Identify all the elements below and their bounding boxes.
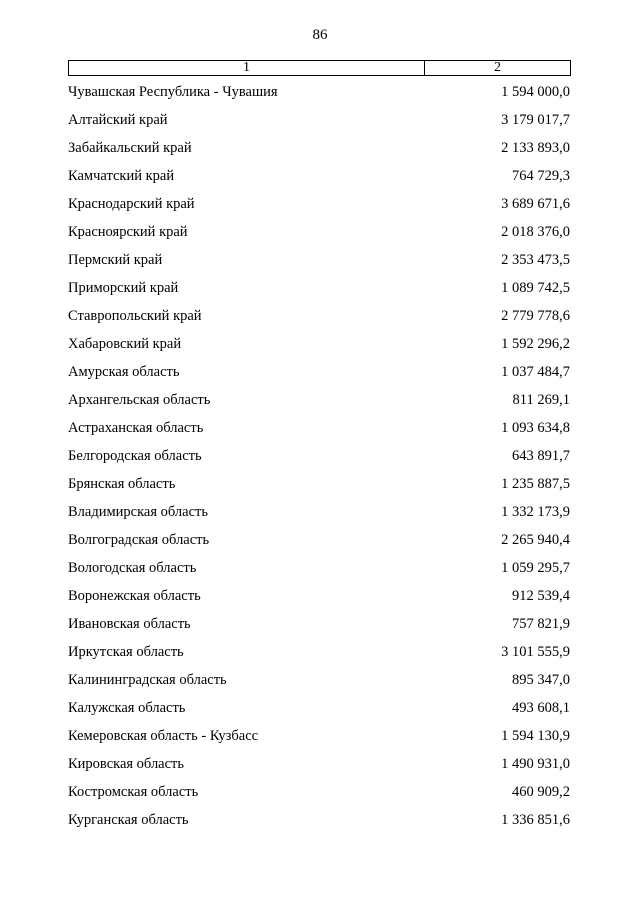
table-row xyxy=(0,223,640,251)
table-row xyxy=(0,783,640,811)
region-name: Ивановская область xyxy=(68,616,191,632)
amount-value: 1 336 851,6 xyxy=(501,812,570,828)
amount-value: 1 332 173,9 xyxy=(501,504,570,520)
region-name: Воронежская область xyxy=(68,588,201,604)
region-name: Калининградская область xyxy=(68,672,227,688)
amount-value: 3 101 555,9 xyxy=(501,644,570,660)
amount-value: 895 347,0 xyxy=(512,672,570,688)
table-row xyxy=(0,195,640,223)
table-row xyxy=(0,447,640,475)
amount-value: 2 779 778,6 xyxy=(501,308,570,324)
amount-value: 1 594 000,0 xyxy=(501,84,570,100)
amount-value: 912 539,4 xyxy=(512,588,570,604)
region-name: Астраханская область xyxy=(68,420,204,436)
table-row xyxy=(0,755,640,783)
region-name: Иркутская область xyxy=(68,644,184,660)
region-name: Вологодская область xyxy=(68,560,197,576)
region-name: Волгоградская область xyxy=(68,532,210,548)
table-row xyxy=(0,699,640,727)
region-name: Забайкальский край xyxy=(68,140,192,156)
page-number: 86 xyxy=(312,27,328,43)
table-row xyxy=(0,811,640,839)
amount-value: 757 821,9 xyxy=(512,616,570,632)
table-header xyxy=(68,60,571,76)
amount-value: 2 265 940,4 xyxy=(501,532,570,548)
table-row xyxy=(0,419,640,447)
table-row xyxy=(0,83,640,111)
table-row xyxy=(0,335,640,363)
region-name: Кемеровская область - Кузбасс xyxy=(68,728,259,744)
amount-value: 643 891,7 xyxy=(512,448,570,464)
amount-value: 2 018 376,0 xyxy=(501,224,570,240)
region-name: Камчатский край xyxy=(68,168,175,184)
region-name: Архангельская область xyxy=(68,392,211,408)
region-name: Пермский край xyxy=(68,252,163,268)
table-row xyxy=(0,139,640,167)
amount-value: 1 037 484,7 xyxy=(501,364,570,380)
table-row xyxy=(0,727,640,755)
amount-value: 1 093 634,8 xyxy=(501,420,570,436)
amount-value: 1 594 130,9 xyxy=(501,728,570,744)
amount-value: 3 689 671,6 xyxy=(501,196,570,212)
column-header-1: 1 xyxy=(69,61,425,75)
region-name: Ставропольский край xyxy=(68,308,202,324)
table-row xyxy=(0,251,640,279)
region-name: Алтайский край xyxy=(68,112,168,128)
table-row xyxy=(0,671,640,699)
amount-value: 764 729,3 xyxy=(512,168,570,184)
table-row xyxy=(0,587,640,615)
table-row xyxy=(0,475,640,503)
region-name: Амурская область xyxy=(68,364,180,380)
amount-value: 811 269,1 xyxy=(512,392,570,408)
table-row xyxy=(0,559,640,587)
table-row xyxy=(0,615,640,643)
region-name: Красноярский край xyxy=(68,224,188,240)
table-row xyxy=(0,167,640,195)
amount-value: 493 608,1 xyxy=(512,700,570,716)
region-name: Брянская область xyxy=(68,476,176,492)
table-row xyxy=(0,111,640,139)
column-header-2: 2 xyxy=(494,60,501,75)
amount-value: 3 179 017,7 xyxy=(501,112,570,128)
region-name: Костромская область xyxy=(68,784,199,800)
table-body xyxy=(0,83,640,839)
table-row xyxy=(0,643,640,671)
region-name: Владимирская область xyxy=(68,504,208,520)
amount-value: 1 235 887,5 xyxy=(501,476,570,492)
amount-value: 1 592 296,2 xyxy=(501,336,570,352)
region-name: Краснодарский край xyxy=(68,196,195,212)
table-row xyxy=(0,279,640,307)
table-row xyxy=(0,531,640,559)
amount-value: 1 490 931,0 xyxy=(501,756,570,772)
amount-value: 1 089 742,5 xyxy=(501,280,570,296)
amount-value: 2 353 473,5 xyxy=(501,252,570,268)
region-name: Кировская область xyxy=(68,756,185,772)
amount-value: 2 133 893,0 xyxy=(501,140,570,156)
region-name: Приморский край xyxy=(68,280,179,296)
region-name: Белгородская область xyxy=(68,448,202,464)
region-name: Чувашская Республика - Чувашия xyxy=(68,84,278,100)
amount-value: 460 909,2 xyxy=(512,784,570,800)
amount-value: 1 059 295,7 xyxy=(501,560,570,576)
region-name: Курганская область xyxy=(68,812,189,828)
region-name: Калужская область xyxy=(68,700,186,716)
table-row xyxy=(0,363,640,391)
table-row xyxy=(0,503,640,531)
region-name: Хабаровский край xyxy=(68,336,182,352)
table-row xyxy=(0,307,640,335)
table-row xyxy=(0,391,640,419)
